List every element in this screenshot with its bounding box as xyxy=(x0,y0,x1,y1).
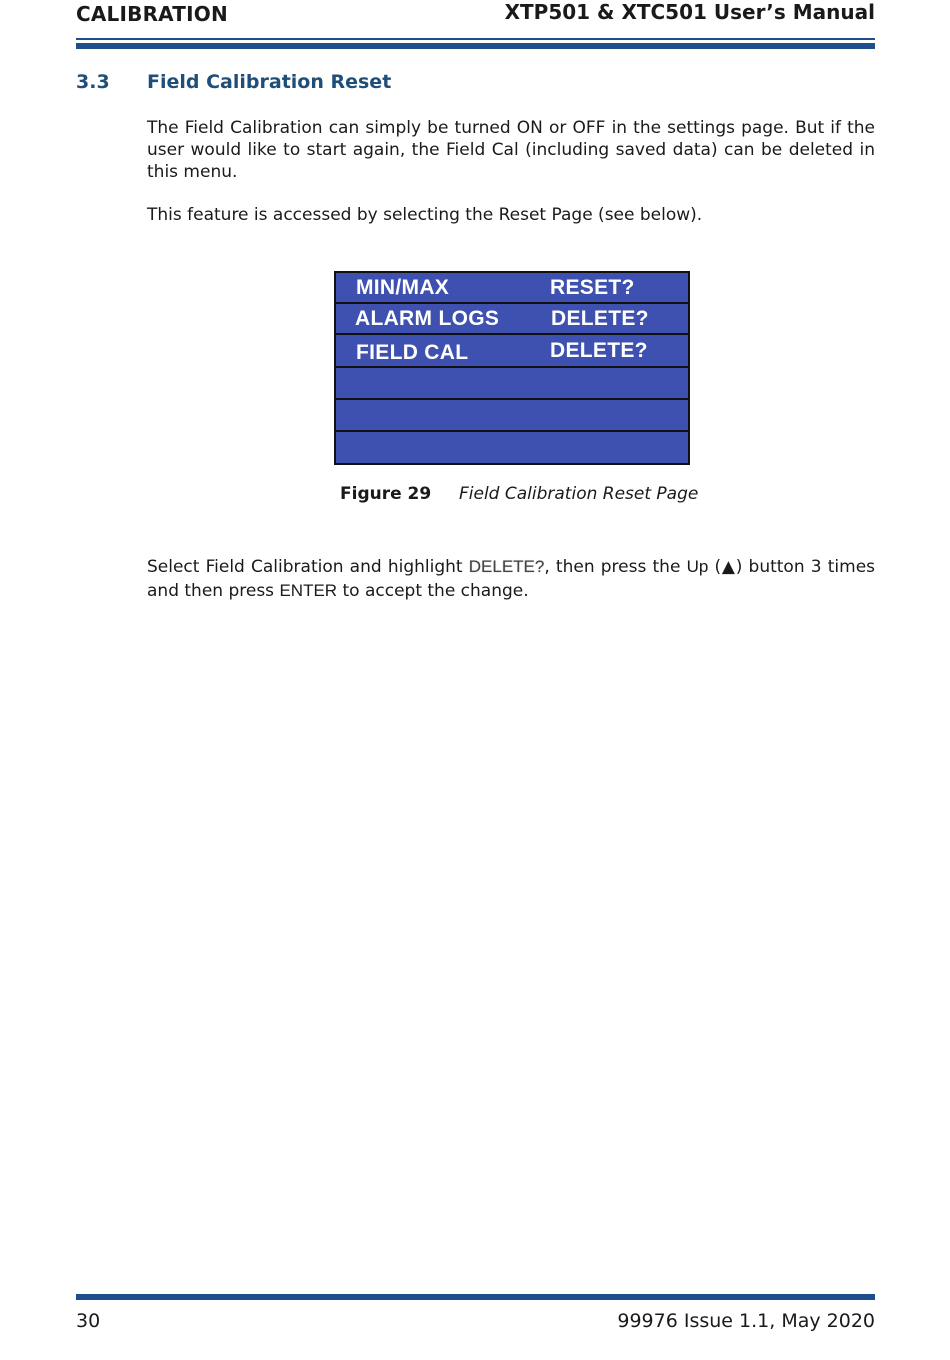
paragraph-access: This feature is accessed by selecting the Reset Page (see below). xyxy=(147,205,703,225)
header-rule-thick xyxy=(76,43,875,49)
delete-key-label: DELETE? xyxy=(468,557,545,576)
screen-row-label: MIN/MAX xyxy=(356,276,450,299)
figure-caption: Field Calibration Reset Page xyxy=(459,484,699,504)
reset-page-screen xyxy=(334,271,690,465)
screen-row-empty xyxy=(336,432,688,463)
instruction-text: to accept the change. xyxy=(337,581,529,601)
screen-row-label: FIELD CAL xyxy=(356,341,469,364)
screen-row-action: RESET? xyxy=(550,276,635,299)
up-arrow-icon: ▲ xyxy=(721,557,736,577)
instruction-text: ) button 3 times and then press xyxy=(147,557,876,601)
section-title: Field Calibration Reset xyxy=(147,71,392,93)
screen-row-empty xyxy=(336,368,688,400)
screen-row-action: DELETE? xyxy=(551,307,649,330)
instruction-text: Select Field Calibration and highlight xyxy=(147,557,469,577)
figure-label: Figure 29 xyxy=(340,484,432,504)
header-section-title: CALIBRATION xyxy=(76,2,228,26)
screen-row-alarm-logs xyxy=(336,304,688,335)
screen-row-action: DELETE? xyxy=(550,339,648,362)
header-manual-title: XTP501 & XTC501 User’s Manual xyxy=(504,0,875,24)
header-rule-thin xyxy=(76,38,875,40)
screen-row-label: ALARM LOGS xyxy=(355,307,500,330)
paragraph-instructions xyxy=(147,555,875,603)
instruction-text: ( xyxy=(708,557,722,577)
screen-row-field-cal xyxy=(336,336,688,368)
footer-rule xyxy=(76,1294,875,1300)
screen-row-minmax xyxy=(336,273,688,304)
page-number: 30 xyxy=(76,1310,101,1332)
paragraph-intro: The Field Calibration can simply be turned ON or OFF in the settings page. But if the user would like to start again, the Field Cal (including saved data) can be deleted in this menu. xyxy=(147,118,875,182)
enter-key-label: ENTER xyxy=(279,581,338,600)
instruction-text: , then press the xyxy=(544,557,687,577)
document-issue: 99976 Issue 1.1, May 2020 xyxy=(617,1310,875,1332)
up-key-label: Up xyxy=(686,557,709,576)
section-number: 3.3 xyxy=(76,71,110,93)
screen-row-empty xyxy=(336,400,688,432)
